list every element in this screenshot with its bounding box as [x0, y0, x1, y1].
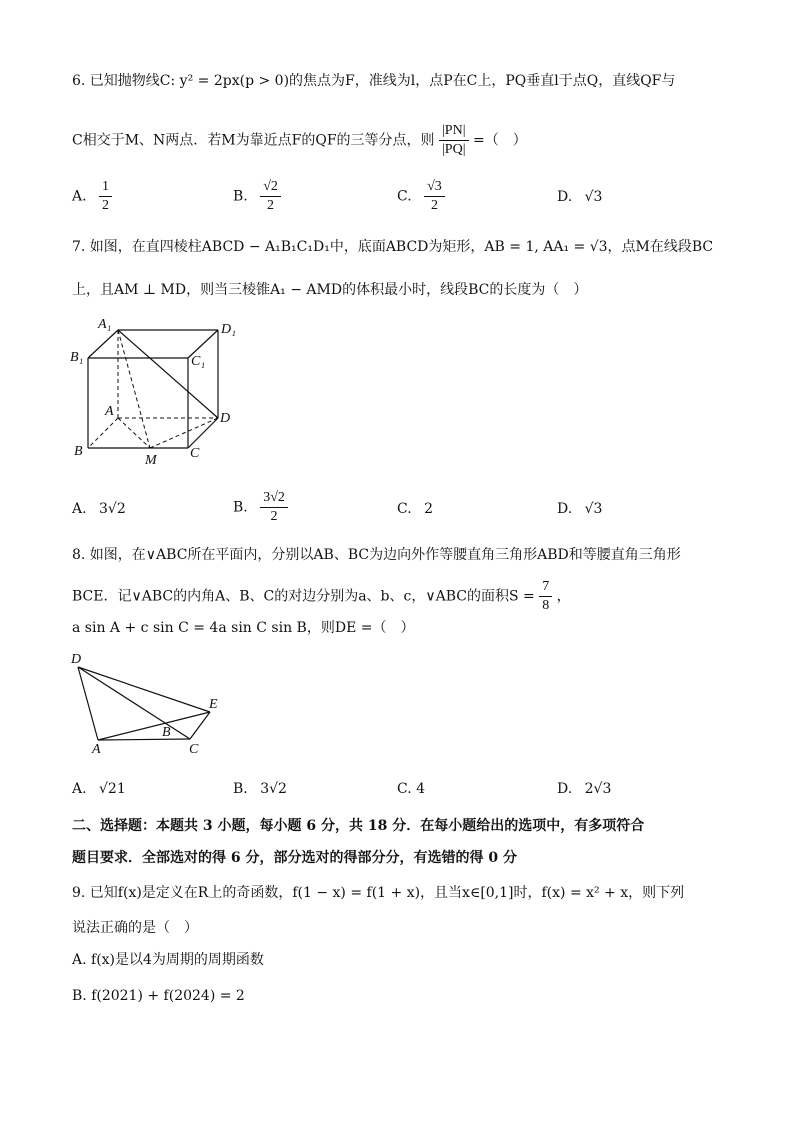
q6-option-a-num: 1 [99, 178, 112, 197]
seg-d-e [78, 667, 210, 712]
q7-option-d-value: √3 [584, 501, 603, 517]
q8-option-a-label: A. [72, 781, 87, 797]
q6-ratio-denominator: |PQ| [442, 142, 466, 157]
q7-line2: 上，且AM ⊥ MD，则当三棱锥A₁ − AMD的体积最小时，线段BC的长度为（ ） [72, 282, 588, 298]
q7-option-c-value: 2 [424, 501, 434, 517]
label-a1: A₁ [98, 317, 112, 332]
q8-line3: a sin A + c sin C = 4a sin C sin B，则DE =（ ） [72, 620, 415, 636]
label-d: D [71, 652, 82, 667]
q8-line1: 8. 如图，在∨ABC所在平面内，分别以AB、BC为边向外作等腰直角三角形ABD和等腰直角三角形 [72, 547, 681, 563]
q6-option-d [557, 187, 602, 207]
edge-c-d [188, 418, 218, 448]
section2-line1: 二、选择题：本题共 3 小题，每小题 6 分，共 18 分．在每小题给出的选项中，有多项符合 [72, 818, 645, 834]
q8-option-d-label: D. [557, 781, 573, 797]
q6-option-b-label: B. [233, 188, 248, 205]
edge-a1-b1 [88, 330, 118, 358]
q8-area-fraction [539, 578, 552, 615]
q6-line2 [72, 122, 527, 159]
seg-a-c [98, 739, 190, 740]
q9-line1: 9. 已知f(x)是定义在R上的奇函数，f(1 − x) = f(1 + x)，且当x∈[0,1]时，f(x) = x² + x，则下列 [72, 885, 685, 901]
q7-option-b-label: B. [233, 499, 248, 516]
q6-option-a-den: 2 [102, 198, 110, 213]
q6-option-b-num: √2 [260, 178, 281, 197]
section2-line2: 题目要求．全部选对的得 6 分，部分选对的得部分分，有选错的得 0 分 [72, 850, 517, 866]
q7-option-a-label: A. [72, 501, 87, 517]
q8-option-b-value: 3√2 [260, 781, 287, 797]
label-b: B [162, 725, 171, 740]
label-d: D [220, 411, 231, 426]
q6-option-d-label: D. [557, 189, 573, 205]
q7-option-b-num: 3√2 [260, 489, 288, 508]
q6-option-b-fraction [260, 178, 281, 215]
q6-option-a [72, 178, 112, 215]
q8-line2 [72, 578, 571, 615]
q7-line1: 7. 如图，在直四棱柱ABCD − A₁B₁C₁D₁中，底面ABCD为矩形，AB = 1, AA₁ = √3，点M在线段BC [72, 239, 714, 255]
q8-area-numerator: 7 [539, 578, 552, 597]
q6-option-c-num: √3 [424, 178, 445, 197]
q6-option-a-label: A. [72, 188, 87, 205]
q7-option-a [72, 499, 126, 519]
q6-line2-suffix: =（ ） [472, 132, 527, 149]
q8-option-b-label: B. [233, 781, 248, 797]
q6-line2-prefix: C相交于M、N两点．若M为靠近点F的QF的三等分点，则 [72, 132, 435, 149]
q8-line2-prefix: BCE．记∨ABC的内角A、B、C的对边分别为a、b、c，∨ABC的面积S = [72, 588, 535, 605]
label-c1: C₁ [191, 354, 206, 369]
q6-option-b-den: 2 [267, 198, 275, 213]
q6-option-c [397, 178, 445, 215]
label-a: A [105, 404, 114, 419]
q7-option-c [397, 499, 433, 519]
q7-option-b [233, 489, 288, 526]
label-a: A [92, 742, 101, 757]
q8-area-denominator: 8 [542, 598, 550, 613]
label-m: M [145, 453, 157, 468]
q7-option-b-den: 2 [270, 509, 278, 524]
q6-option-b [233, 178, 281, 215]
q6-option-c-label: C. [397, 188, 412, 205]
hidden-edge-a-m [118, 418, 150, 448]
q6-ratio-numerator: |PN| [439, 122, 469, 141]
q7-option-d [557, 499, 602, 519]
label-c: C [189, 742, 199, 757]
q9-option-b: B. f(2021) + f(2024) = 2 [72, 988, 245, 1004]
q7-option-c-label: C. [397, 501, 412, 517]
hidden-edge-a1-m [118, 330, 150, 448]
q8-option-d [557, 779, 611, 799]
label-b: B [74, 444, 83, 459]
q8-option-d-value: 2√3 [584, 781, 612, 797]
hidden-edge-a-b [88, 418, 118, 448]
q8-option-c [397, 779, 425, 799]
q6-option-a-fraction [99, 178, 112, 215]
label-b1: B₁ [70, 350, 84, 365]
q9-line2: 说法正确的是（ ） [72, 920, 198, 936]
q8-option-c-label: C. 4 [397, 781, 426, 797]
label-e: E [209, 697, 218, 712]
label-d1: D₁ [221, 322, 236, 337]
q6-option-c-den: 2 [430, 198, 438, 213]
q6-option-d-value: √3 [584, 189, 603, 205]
q7-option-d-label: D. [557, 501, 573, 517]
q8-option-a [72, 779, 126, 799]
q7-prism-figure [68, 315, 248, 470]
q7-option-b-fraction [260, 489, 288, 526]
q9-option-a: A. f(x)是以4为周期的周期函数 [72, 952, 264, 968]
hidden-edge-m-d [150, 418, 218, 448]
q8-line2-suffix: ， [556, 588, 571, 605]
q6-option-c-fraction [424, 178, 445, 215]
q8-option-a-value: √21 [99, 781, 126, 797]
q8-triangle-figure [68, 650, 228, 760]
q6-line1: 6. 已知抛物线C: y² = 2px(p > 0)的焦点为F，准线为l，点P在C上，PQ垂直l于点Q，直线QF与 [72, 73, 676, 89]
q8-option-b [233, 779, 287, 799]
q6-ratio-fraction [439, 122, 469, 159]
q7-option-a-value: 3√2 [99, 501, 126, 517]
label-c: C [190, 446, 200, 461]
